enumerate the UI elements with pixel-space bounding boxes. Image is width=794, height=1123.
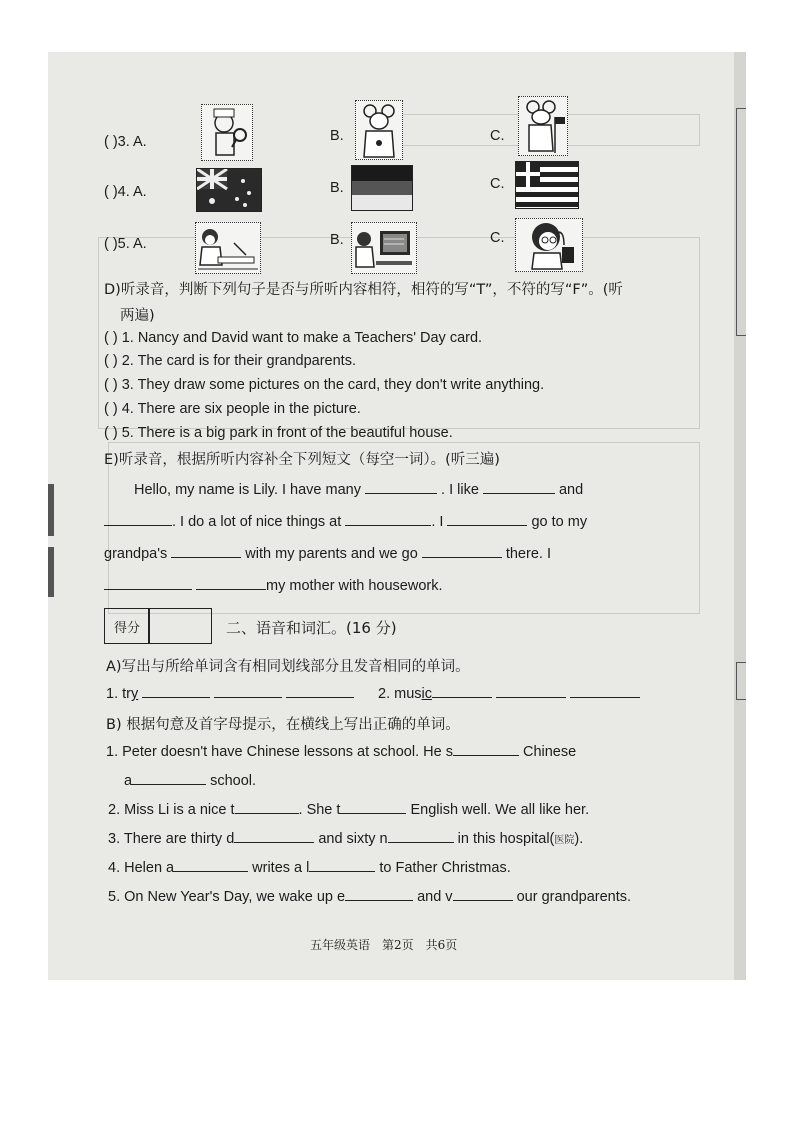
question-number: ( )4. A. — [104, 184, 147, 200]
answer-blank[interactable] — [388, 829, 454, 843]
sentence-text: 5. On New Year's Day, we wake up e — [108, 889, 346, 905]
sentence-text: 3. There are thirty d — [108, 831, 235, 847]
option-b-label: B. — [330, 180, 344, 196]
passage-text: Hello, my name is Lily. I have many — [134, 482, 361, 498]
answer-blank[interactable] — [132, 771, 206, 785]
section-d-item-5: ( ) 5. There is a big park in front of the beautiful house. — [104, 425, 453, 441]
answer-blank[interactable] — [453, 887, 513, 901]
answer-blank[interactable] — [496, 684, 566, 698]
section-d-item-2: ( ) 2. The card is for their grandparents. — [104, 353, 356, 369]
option-c-label: C. — [490, 128, 505, 144]
answer-blank[interactable] — [174, 858, 248, 872]
option-c-label: C. — [490, 230, 505, 246]
passage-text: there. I — [505, 546, 551, 562]
answer-blank[interactable] — [453, 742, 519, 756]
passage-text: . I do a lot of nice things at — [172, 514, 342, 530]
answer-blank[interactable] — [142, 684, 210, 698]
option-b-label: B. — [330, 232, 344, 248]
answer-blank[interactable] — [340, 800, 406, 814]
sentence-text: in this hospital( — [457, 831, 555, 847]
sentence-text: Chinese — [522, 744, 577, 760]
sentence-text: English well. We all like her. — [410, 802, 590, 818]
part2-a-item-1 — [106, 684, 354, 702]
answer-blank[interactable] — [104, 512, 172, 526]
option-b-label: B. — [330, 128, 344, 144]
answer-blank[interactable] — [483, 480, 555, 494]
underlined-letters: y — [130, 686, 139, 702]
passage-text: with my parents and we go — [245, 546, 418, 562]
score-input-cell[interactable] — [148, 608, 212, 644]
section-d-item-4: ( ) 4. There are six people in the picture. — [104, 401, 361, 417]
sentence-text: ). — [574, 831, 584, 847]
chinese-gloss: 医院 — [554, 835, 575, 846]
passage-text: . I — [431, 514, 444, 530]
passage-text: my mother with housework. — [266, 578, 443, 594]
answer-blank[interactable] — [432, 684, 492, 698]
section-d-item-1: ( ) 1. Nancy and David want to make a Teachers' Day card. — [104, 330, 483, 346]
sentence-text: . She t — [298, 802, 341, 818]
section-d-item-3: ( ) 3. They draw some pictures on the card, they don't write anything. — [104, 377, 545, 393]
left-edge-mark — [48, 484, 54, 536]
sentence-text: school. — [210, 773, 257, 789]
part2-b-item-3 — [108, 829, 583, 847]
passage-line-2 — [104, 512, 587, 530]
sentence-text: 1. Peter doesn't have Chinese lessons at school. He s — [106, 744, 453, 760]
answer-blank[interactable] — [234, 829, 314, 843]
sentence-text: a — [124, 773, 133, 789]
score-label: 得分 — [114, 621, 141, 636]
part2-b-item-5 — [108, 887, 631, 905]
part2-title: 二、语音和词汇。(16 分) — [226, 619, 397, 637]
australia-flag-icon — [196, 168, 262, 212]
option-c-label: C. — [490, 176, 505, 192]
passage-text: grandpa's — [104, 546, 168, 562]
answer-blank[interactable] — [171, 544, 241, 558]
page-footer: 五年级英语 第2页 共6页 — [310, 938, 458, 952]
mouse-with-flag-icon — [518, 96, 568, 156]
part2-a-title: A)写出与所给单词含有相同划线部分且发音相同的单词。 — [106, 659, 470, 675]
answer-blank[interactable] — [365, 480, 437, 494]
girl-at-computer-icon — [351, 222, 417, 274]
answer-blank[interactable] — [104, 576, 192, 590]
word-prefix: 2. mus — [378, 686, 422, 702]
girl-on-phone-icon — [515, 218, 583, 272]
girl-writing-icon — [195, 222, 261, 274]
sentence-text: to Father Christmas. — [379, 860, 511, 876]
cook-with-magnifier-icon — [201, 104, 253, 161]
section-e-title: E)听录音，根据所听内容补全下列短文（每空一词）。(听三遍) — [104, 452, 500, 468]
answer-blank[interactable] — [570, 684, 640, 698]
word-prefix: 1. tr — [106, 686, 131, 702]
answer-blank[interactable] — [309, 858, 375, 872]
part2-b-item-4 — [108, 858, 511, 876]
sentence-text: our grandparents. — [516, 889, 632, 905]
striped-flag-icon — [351, 165, 413, 211]
sentence-text: and sixty n — [318, 831, 388, 847]
answer-blank[interactable] — [235, 800, 299, 814]
passage-line-3 — [104, 544, 551, 562]
section-d-title-cont: 两遍) — [120, 308, 155, 324]
underlined-letters: ic — [421, 686, 432, 702]
answer-blank[interactable] — [447, 512, 527, 526]
sentence-text: and v — [417, 889, 453, 905]
mouse-doctor-icon — [355, 100, 403, 160]
passage-text: go to my — [531, 514, 588, 530]
sentence-text: 4. Helen a — [108, 860, 175, 876]
answer-blank[interactable] — [286, 684, 354, 698]
answer-blank[interactable] — [196, 576, 266, 590]
question-number: ( )5. A. — [104, 236, 147, 252]
part2-b-title: B) 根据句意及首字母提示，在横线上写出正确的单词。 — [106, 717, 460, 733]
score-label-cell — [104, 608, 150, 644]
part2-b-item-1-cont — [124, 771, 256, 789]
left-edge-mark — [48, 547, 54, 597]
passage-line-4 — [104, 576, 443, 594]
answer-blank[interactable] — [345, 887, 413, 901]
part2-b-item-2 — [108, 800, 589, 818]
question-number: ( )3. A. — [104, 134, 147, 150]
sentence-text: 2. Miss Li is a nice t — [108, 802, 235, 818]
part2-b-item-1 — [106, 742, 576, 760]
section-d-title: D)听录音，判断下列句子是否与所听内容相符，相符的写“T”，不符的写“F”。(听 — [104, 282, 623, 298]
answer-blank[interactable] — [345, 512, 431, 526]
greece-flag-icon — [515, 161, 579, 209]
part2-a-item-2 — [378, 684, 640, 702]
answer-blank[interactable] — [214, 684, 282, 698]
sentence-text: writes a l — [252, 860, 310, 876]
passage-line-1 — [134, 480, 583, 498]
exam-page — [48, 52, 746, 980]
passage-text: and — [558, 482, 584, 498]
passage-text: . I like — [441, 482, 479, 498]
margin-bracket — [736, 662, 746, 700]
answer-blank[interactable] — [422, 544, 502, 558]
margin-bracket — [736, 108, 746, 336]
